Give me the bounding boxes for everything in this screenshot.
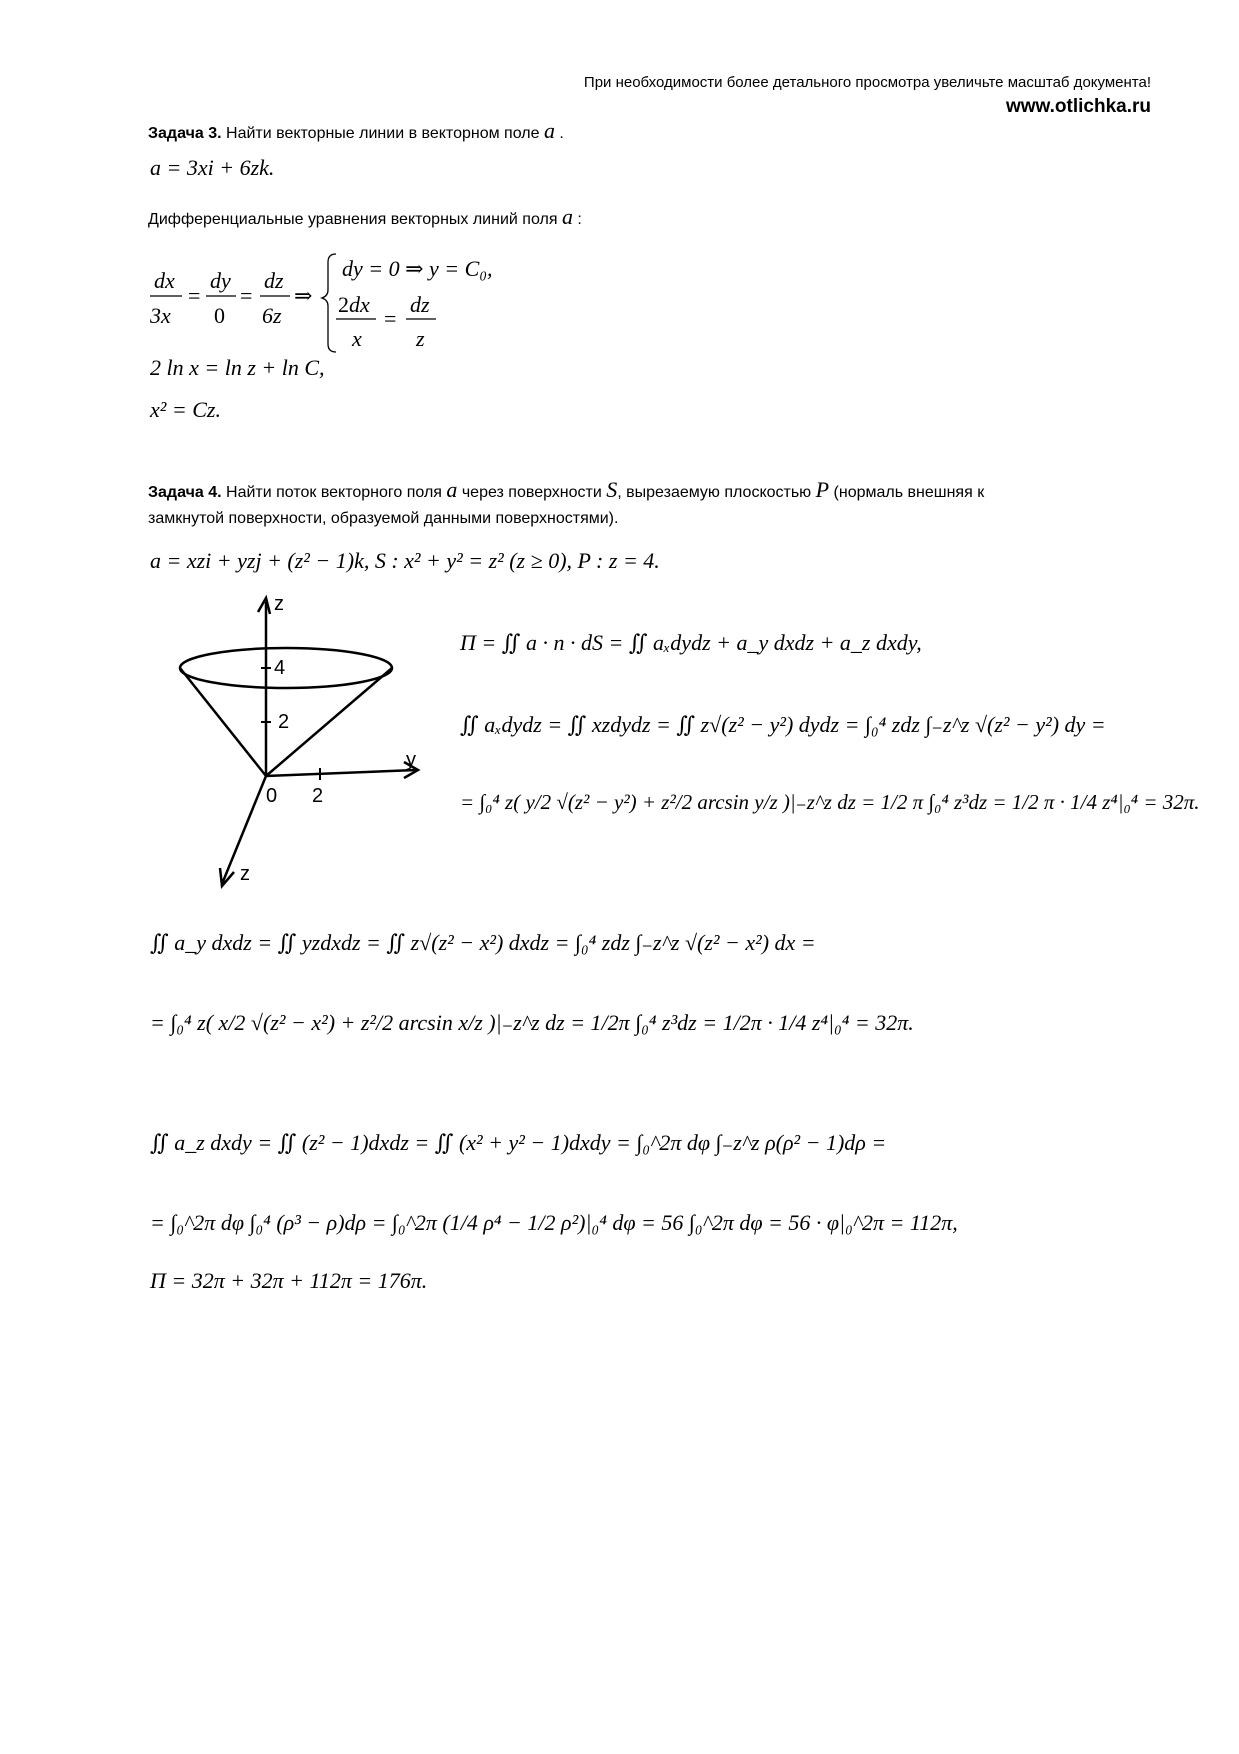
svg-text:dz: dz: [410, 292, 430, 317]
cone-figure: [148, 590, 438, 890]
task4-text-1: Найти поток векторного поля: [226, 484, 442, 501]
svg-text:6z: 6z: [262, 303, 282, 328]
task4-heading: [148, 477, 984, 503]
svg-text:3x: 3x: [150, 303, 171, 328]
flux-definition: Π = ∬ a · n · dS = ∬ aₓdydz + a_y dxdz + a_z dxdy,: [460, 630, 922, 655]
int-x-line2: = ∫₀⁴ z( y/2 √(z² − y²) + z²/2 arcsin y/z )|₋z^z dz = 1/2 π ∫₀⁴ z³dz = 1/2 π · 1/4 z⁴|₀⁴ = 32π.: [460, 790, 1200, 814]
task3-heading: Задача 3. Найти векторные линии в векторном поле a .: [148, 118, 564, 143]
mark-4: 4: [274, 657, 286, 679]
task4-var-P: P: [815, 477, 830, 502]
svg-text:=: =: [188, 283, 201, 308]
task3-field-formula: a = 3xi + 6zk.: [150, 155, 275, 180]
svg-text:dz: dz: [264, 268, 284, 293]
svg-text:dy: dy: [210, 268, 231, 293]
svg-text:⇒: ⇒: [294, 283, 313, 308]
task4-title: Задача 4.: [148, 484, 222, 501]
svg-text:=: =: [240, 283, 253, 308]
task3-diff-var: a: [561, 204, 573, 229]
int-y-line1: ∬ a_y dxdz = ∬ yzdxdz = ∬ z√(z² − x²) dxdz = ∫₀⁴ zdz ∫₋z^z √(z² − x²) dx =: [150, 930, 816, 955]
task4-var-S: S: [606, 477, 618, 502]
origin-label: 0: [266, 785, 278, 807]
svg-text:z: z: [416, 326, 425, 351]
task4-text-3: , вырезаемую плоскостью: [617, 484, 812, 501]
task3-result-eq: x² = Cz.: [150, 397, 221, 422]
task4-text-4: (нормаль внешняя к: [833, 484, 985, 501]
int-z-line1: ∬ a_z dxdy = ∬ (z² − 1)dxdz = ∬ (x² + y² − 1)dxdy = ∫₀^2π dφ ∫₋z^z ρ(ρ² − 1)dρ =: [150, 1130, 887, 1155]
task3-diff-heading: Дифференциальные уравнения векторных линий поля a :: [148, 204, 582, 229]
int-x-line1: ∬ aₓdydz = ∬ xzdydz = ∬ z√(z² − y²) dydz = ∫₀⁴ zdz ∫₋z^z √(z² − y²) dy =: [460, 712, 1106, 737]
int-y-line2: = ∫₀⁴ z( x/2 √(z² − x²) + z²/2 arcsin x/z )|₋z^z dz = 1/2π ∫₀⁴ z³dz = 1/2π · 1/4 z⁴|₀⁴ = 32π.: [150, 1010, 914, 1035]
task3-diff-text: Дифференциальные уравнения векторных линий поля: [148, 211, 558, 228]
axis-z-top: z: [274, 593, 284, 615]
task3-title: Задача 3.: [148, 125, 222, 142]
header-note: При необходимости более детального просмотра увеличьте масштаб документа!: [583, 74, 1151, 91]
svg-text:=: =: [384, 306, 397, 331]
int-z-line2: = ∫₀^2π dφ ∫₀⁴ (ρ³ − ρ)dρ = ∫₀^2π (1/4 ρ⁴ − 1/2 ρ²)|₀⁴ dφ = 56 ∫₀^2π dφ = 56 · φ|₀^2π = 112π,: [150, 1210, 958, 1235]
axis-z-bottom: z: [240, 863, 250, 885]
task4-text-5: замкнутой поверхности, образуемой данными поверхностями).: [148, 510, 619, 527]
axis-y: y: [406, 749, 416, 771]
task4-text-2: через поверхности: [461, 484, 602, 501]
system-top: dy = 0 ⇒ y = C₀,: [342, 256, 493, 281]
task3-var-a: a: [543, 118, 555, 143]
task3-diff-system: [148, 248, 568, 358]
mark-2: 2: [278, 711, 290, 733]
svg-text:0: 0: [214, 303, 225, 328]
task3-text: Найти векторные линии в векторном поле: [226, 125, 540, 142]
y-mark-2: 2: [312, 785, 324, 807]
task4-var-a: a: [446, 477, 458, 502]
task3-log-eq: 2 ln x = ln z + ln C,: [150, 355, 325, 380]
svg-text:x: x: [352, 326, 362, 351]
svg-text:dx: dx: [154, 268, 175, 293]
task4-field-formula: a = xzi + yzj + (z² − 1)k, S : x² + y² = z² (z ≥ 0), P : z = 4.: [150, 548, 660, 573]
flux-total: Π = 32π + 32π + 112π = 176π.: [150, 1268, 428, 1293]
site-link[interactable]: www.otlichka.ru: [1006, 96, 1151, 117]
svg-text:2dx: 2dx: [338, 292, 370, 317]
